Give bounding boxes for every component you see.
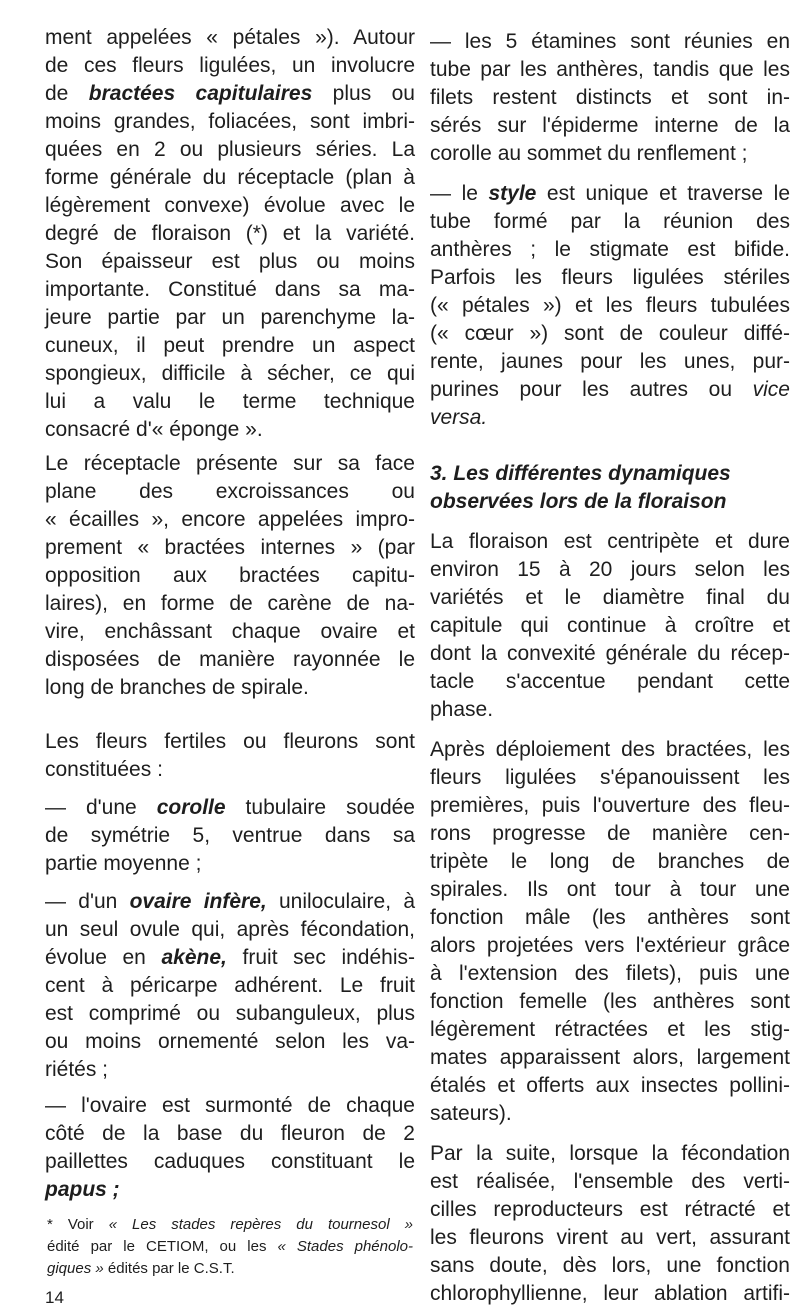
text-segment: de: [45, 82, 89, 105]
text-line: spongieux, difficile à sécher, ce qui: [45, 362, 415, 385]
italic-text: vice: [752, 378, 790, 401]
italic-text: giques »: [47, 1260, 104, 1277]
text-line: de symétrie 5, ventrue dans sa: [45, 824, 415, 847]
text-line: [45, 794, 415, 822]
italic-text: « Les stades repères du tournesol »: [108, 1216, 413, 1233]
text-line: étalés et offerts aux insectes pollini-: [430, 1074, 790, 1097]
text-line: mates apparaissent alors, largement: [430, 1046, 790, 1069]
paragraph: [430, 1140, 790, 1308]
text-line: [47, 1258, 413, 1280]
text-line: consacré d'« éponge ».: [45, 418, 263, 441]
paragraph: [45, 1092, 415, 1204]
emphasized-term: papus ;: [45, 1178, 120, 1201]
text-line: Son épaisseur est plus ou moins: [45, 250, 415, 273]
text-segment: — d'une: [45, 796, 157, 819]
text-line: filets restent distincts et sont in-: [430, 86, 790, 109]
text-line: paillettes caduques constituant le: [45, 1150, 415, 1173]
text-segment: fruit sec indéhis-: [226, 946, 415, 969]
emphasized-term: bractées capitulaires: [88, 82, 313, 105]
text-line: est réalisée, l'ensemble des verti-: [430, 1170, 790, 1193]
text-line: à l'extension des filets), puis une: [430, 962, 790, 985]
text-line: [45, 1176, 415, 1204]
text-line: — l'ovaire est surmonté de chaque: [45, 1094, 415, 1117]
text-line: long de branches de spirale.: [45, 676, 309, 699]
text-line: (« pétales ») et les fleurs tubulées: [430, 294, 790, 317]
emphasized-term: ovaire infère,: [129, 890, 267, 913]
text-line: de ces fleurs ligulées, un involucre: [45, 54, 415, 77]
text-line: Par la suite, lorsque la fécondation: [430, 1142, 790, 1165]
text-line: capitule qui continue à croître et: [430, 614, 790, 637]
text-line: Après déploiement des bractées, les: [430, 738, 790, 761]
paragraph: [430, 180, 790, 432]
text-line: forme générale du réceptacle (plan à: [45, 166, 415, 189]
text-line: anthères ; le stigmate est bifide.: [430, 238, 790, 261]
text-line: tacle s'accentue pendant cette: [430, 670, 790, 693]
text-line: dont la convexité générale du récep-: [430, 642, 790, 665]
paragraph: [45, 450, 415, 702]
text-segment: plus ou: [312, 82, 415, 105]
text-line: rente, jaunes pour les unes, pur-: [430, 350, 790, 373]
text-line: opposition aux bractées capitu-: [45, 564, 415, 587]
emphasized-term: akène,: [161, 946, 227, 969]
text-line: sateurs).: [430, 1102, 512, 1125]
paragraph: [45, 728, 415, 784]
text-line: légèrement convexe) évolue avec le: [45, 194, 415, 217]
footnote: [47, 1214, 413, 1280]
text-line: ment appelées « pétales »). Autour: [45, 26, 415, 49]
section-heading: [430, 460, 790, 516]
paragraph: [45, 888, 415, 1084]
text-line: Les fleurs fertiles ou fleurons sont: [45, 730, 415, 753]
text-line: laires), en forme de carène de na-: [45, 592, 415, 615]
text-line: spirales. Ils ont tour à tour une: [430, 878, 790, 901]
text-line: tube formé par la réunion des: [430, 210, 790, 233]
text-line: est comprimé ou subanguleux, plus: [45, 1002, 415, 1025]
text-line: phase.: [430, 698, 494, 721]
text-line: ou moins ornementé selon les va-: [45, 1030, 415, 1053]
paragraph: [430, 736, 790, 1128]
text-line: [47, 1236, 413, 1258]
text-line: (« cœur ») sont de couleur diffé-: [430, 322, 790, 345]
text-line: plane des excroissances ou: [45, 480, 415, 503]
text-line: degré de floraison (*) et la variété.: [45, 222, 415, 245]
text-segment: purines pour les autres ou: [430, 378, 753, 401]
text-line: quées en 2 ou plusieurs séries. La: [45, 138, 415, 161]
text-segment: — d'un: [45, 890, 130, 913]
text-line: [430, 376, 790, 404]
text-line: vire, enchâssant chaque ovaire et: [45, 620, 415, 643]
text-line: légèrement rétractées et les stig-: [430, 1018, 790, 1041]
text-line: — les 5 étamines sont réunies en: [430, 30, 790, 53]
text-line: observées lors de la floraison: [430, 490, 727, 513]
text-line: côté de la base du fleuron de 2: [45, 1122, 415, 1145]
text-line: sans doute, dès lors, une fonction: [430, 1254, 790, 1277]
text-line: partie moyenne ;: [45, 852, 202, 875]
text-line: disposées de manière rayonnée le: [45, 648, 415, 671]
text-line: les fleurons virent au vert, assurant: [430, 1226, 790, 1249]
paragraph: [45, 794, 415, 878]
text-segment: évolue en: [45, 946, 162, 969]
text-line: importante. Constitué dans sa ma-: [45, 278, 415, 301]
text-line: [430, 404, 790, 432]
text-line: lui a valu le terme technique: [45, 390, 415, 413]
text-line: [45, 944, 415, 972]
text-line: fonction femelle (les anthères sont: [430, 990, 790, 1013]
text-segment: uniloculaire, à: [266, 890, 415, 913]
text-line: [430, 180, 790, 208]
text-line: riétés ;: [45, 1058, 109, 1081]
text-line: prement « bractées internes » (par: [45, 536, 415, 559]
text-line: fleurs ligulées s'épanouissent les: [430, 766, 790, 789]
text-segment: est unique et traverse le: [536, 182, 790, 205]
text-line: jeure partie par un parenchyme la-: [45, 306, 415, 329]
text-line: cuneux, il peut prendre un aspect: [45, 334, 415, 357]
text-line: [47, 1214, 413, 1236]
paragraph: [430, 528, 790, 724]
text-line: sérés sur l'épiderme interne de la: [430, 114, 790, 137]
text-line: Parfois les fleurs ligulées stériles: [430, 266, 790, 289]
text-line: cilles reproducteurs est rétracté et: [430, 1198, 790, 1221]
text-line: variétés et le diamètre final du: [430, 586, 790, 609]
text-line: alors projetées vers l'extérieur grâce: [430, 934, 790, 957]
text-segment: édités par le C.S.T.: [103, 1260, 235, 1277]
text-line: premières, puis l'ouverture des fleu-: [430, 794, 790, 817]
text-segment: — le: [430, 182, 489, 205]
text-line: rons progresse de manière cen-: [430, 822, 790, 845]
text-line: « écailles », encore appelées impro-: [45, 508, 415, 531]
text-segment: * Voir: [47, 1216, 109, 1233]
text-line: tube par les anthères, tandis que les: [430, 58, 790, 81]
italic-text: versa.: [430, 406, 488, 429]
italic-text: « Stades phénolo-: [277, 1238, 413, 1255]
text-line: cent à péricarpe adhérent. Le fruit: [45, 974, 415, 997]
text-line: un seul ovule qui, après fécondation,: [45, 918, 415, 941]
text-line: environ 15 à 20 jours selon les: [430, 558, 790, 581]
text-line: [45, 888, 415, 916]
paragraph: [45, 24, 415, 444]
text-line: corolle au sommet du renflement ;: [430, 142, 748, 165]
text-line: chlorophyllienne, leur ablation artifi-: [430, 1282, 790, 1305]
text-line: [45, 80, 415, 108]
emphasized-term: corolle: [156, 796, 226, 819]
text-line: La floraison est centripète et dure: [430, 530, 790, 553]
text-line: 3. Les différentes dynamiques: [430, 462, 731, 485]
text-line: fonction mâle (les anthères sont: [430, 906, 790, 929]
page-number: 14: [45, 1288, 64, 1307]
text-line: Le réceptacle présente sur sa face: [45, 452, 415, 475]
text-line: tripète le long de branches de: [430, 850, 790, 873]
paragraph: [430, 28, 790, 168]
text-line: moins grandes, foliacées, sont imbri-: [45, 110, 415, 133]
emphasized-term: style: [488, 182, 537, 205]
text-segment: édité par le CETIOM, ou les: [47, 1238, 278, 1255]
text-segment: tubulaire soudée: [225, 796, 415, 819]
text-line: constituées :: [45, 758, 163, 781]
